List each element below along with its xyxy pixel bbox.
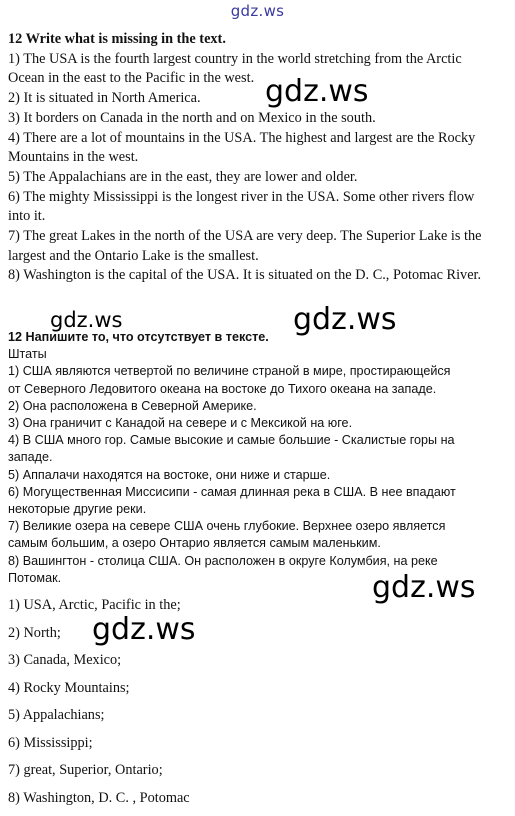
english-line: Mountains in the west. xyxy=(8,148,510,168)
watermark-overlay: gdz.ws xyxy=(265,74,369,109)
russian-line: 8) Вашингтон - столица США. Он расположен в округе Колумбия, на реке xyxy=(8,553,510,570)
russian-line: некоторые другие реки. xyxy=(8,501,510,518)
english-line: Ocean in the east to the Pacific in the west. xyxy=(8,69,510,89)
english-line: largest and the Ontario Lake is the smallest. xyxy=(8,247,510,267)
english-line: 7) The great Lakes in the north of the USA are very deep. The Superior Lake is the xyxy=(8,227,510,247)
answer-item: 6) Mississippi; xyxy=(8,734,408,762)
watermark-overlay: gdz.ws xyxy=(372,570,476,605)
russian-line: западе. xyxy=(8,449,510,466)
watermark-overlay: gdz.ws xyxy=(50,308,122,332)
watermark-overlay: gdz.ws xyxy=(293,302,397,337)
russian-line: 7) Великие озера на севере США очень глубокие. Верхнее озеро является xyxy=(8,518,510,535)
answer-item: 7) great, Superior, Ontario; xyxy=(8,761,408,789)
exercise-heading: 12 Write what is missing in the text. xyxy=(8,30,510,50)
english-line: 3) It borders on Canada in the north and on Mexico in the south. xyxy=(8,109,510,129)
english-line: 8) Washington is the capital of the USA. It is situated on the D. C., Potomac River. xyxy=(8,266,510,286)
russian-line: 4) В США много гор. Самые высокие и самые большие - Скалистые горы на xyxy=(8,432,510,449)
russian-line: 3) Она граничит с Канадой на севере и с Мексикой на юге. xyxy=(8,415,510,432)
translation-heading: 12 Напишите то, что отсутствует в тексте. xyxy=(8,329,510,346)
answer-item: 1) USA, Arctic, Pacific in the; xyxy=(8,596,408,624)
answer-item: 2) North; xyxy=(8,624,408,652)
translation-subheading: Штаты xyxy=(8,346,510,363)
answer-item: 4) Rocky Mountains; xyxy=(8,679,408,707)
russian-line: 6) Могущественная Миссисипи - самая длинная река в США. В нее впадают xyxy=(8,484,510,501)
russian-line: Потомак. xyxy=(8,570,510,587)
answer-item: 3) Canada, Mexico; xyxy=(8,651,408,679)
answer-item: 5) Appalachians; xyxy=(8,706,408,734)
russian-line: от Северного Ледовитого океана на востоке до Тихого океана на западе. xyxy=(8,381,510,398)
english-exercise xyxy=(8,30,510,286)
russian-translation xyxy=(8,329,510,587)
english-line: into it. xyxy=(8,207,510,227)
english-line: 4) There are a lot of mountains in the USA. The highest and largest are the Rocky xyxy=(8,129,510,149)
english-line: 1) The USA is the fourth largest country in the world stretching from the Arctic xyxy=(8,50,510,70)
english-line: 2) It is situated in North America. xyxy=(8,89,510,109)
english-line: 5) The Appalachians are in the east, they are lower and older. xyxy=(8,168,510,188)
watermark-overlay: gdz.ws xyxy=(92,612,196,647)
russian-line: 2) Она расположена в Северной Америке. xyxy=(8,398,510,415)
russian-line: 1) США являются четвертой по величине страной в мире, простирающейся xyxy=(8,363,510,380)
russian-line: самым большим, а озеро Онтарио является самым маленьким. xyxy=(8,535,510,552)
answer-list xyxy=(8,596,408,816)
english-line: 6) The mighty Mississippi is the longest river in the USA. Some other rivers flow xyxy=(8,188,510,208)
top-watermark: gdz.ws xyxy=(0,2,515,20)
russian-line: 5) Аппалачи находятся на востоке, они ниже и старше. xyxy=(8,467,510,484)
answer-item: 8) Washington, D. C. , Potomac xyxy=(8,789,408,816)
